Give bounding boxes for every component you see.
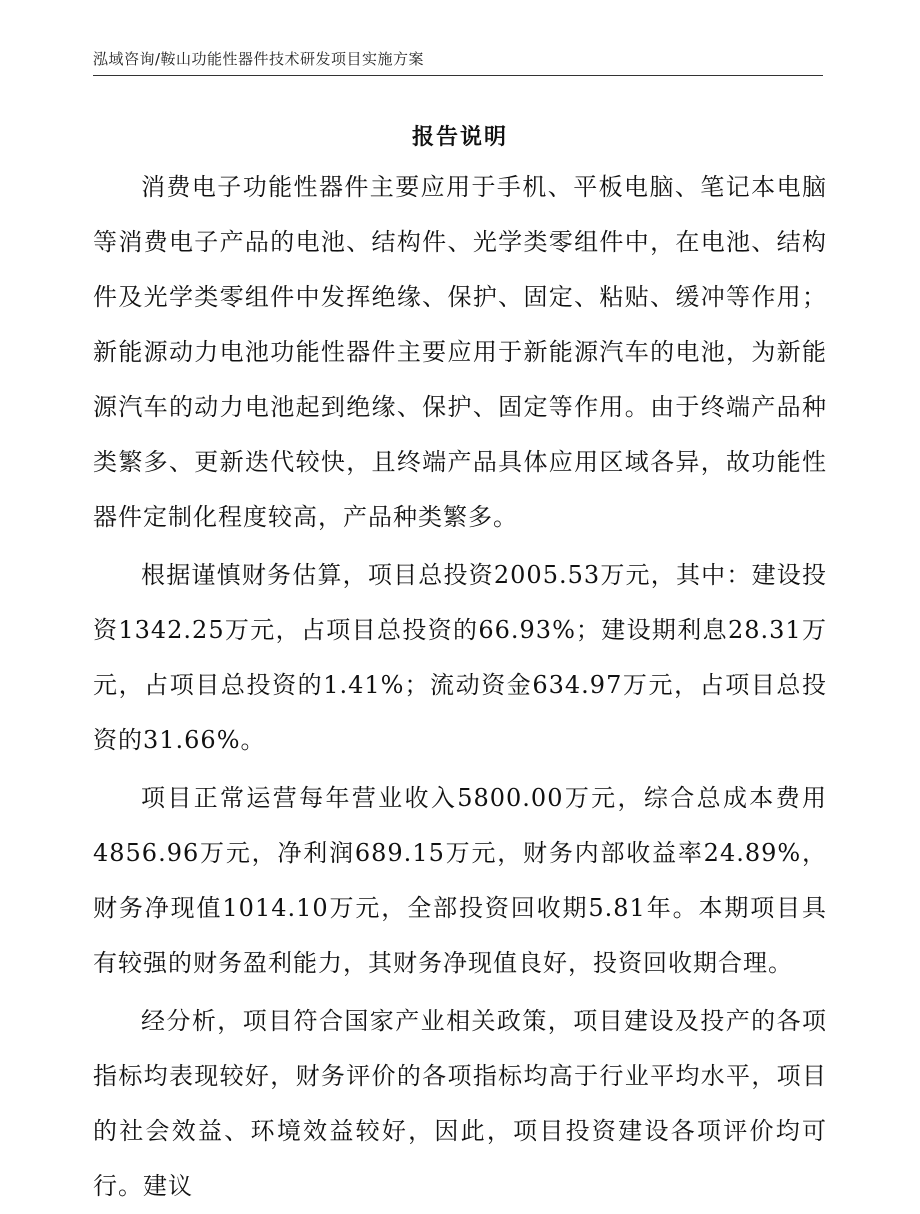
- paragraph-analysis: 经分析，项目符合国家产业相关政策，项目建设及投产的各项指标均表现较好，财务评价的各项指标均高于行业平均水平，项目的社会效益、环境效益较好，因此，项目投资建设各项评价均可行。建议: [93, 1007, 827, 1200]
- running-header: 泓域咨询/鞍山功能性器件技术研发项目实施方案: [93, 50, 425, 68]
- paragraph-overview: 消费电子功能性器件主要应用于手机、平板电脑、笔记本电脑等消费电子产品的电池、结构件、光学类零组件中，在电池、结构件及光学类零组件中发挥绝缘、保护、固定、粘贴、缓冲等作用；新能源动力电池功能性器件主要应用于新能源汽车的电池，为新能源汽车的动力电池起到绝缘、保护、固定等作用。由于终端产品种类繁多、更新迭代较快，且终端产品具体应用区域各异，故功能性器件定制化程度较高，产品种类繁多。: [93, 173, 827, 531]
- section-title: 报告说明: [411, 125, 508, 150]
- paragraph-financials: 项目正常运营每年营业收入5800.00万元，综合总成本费用4856.96万元，净利润689.15万元，财务内部收益率24.89%，财务净现值1014.10万元，全部投资回收期5.81年。本期项目具有较强的财务盈利能力，其财务净现值良好，投资回收期合理。: [93, 784, 827, 977]
- paragraph-investment: 根据谨慎财务估算，项目总投资2005.53万元，其中：建设投资1342.25万元，占项目总投资的66.93%；建设期利息28.31万元，占项目总投资的1.41%；流动资金634.97万元，占项目总投资的31.66%。: [93, 561, 827, 754]
- report-body: [93, 160, 827, 1214]
- header-divider: [93, 75, 823, 76]
